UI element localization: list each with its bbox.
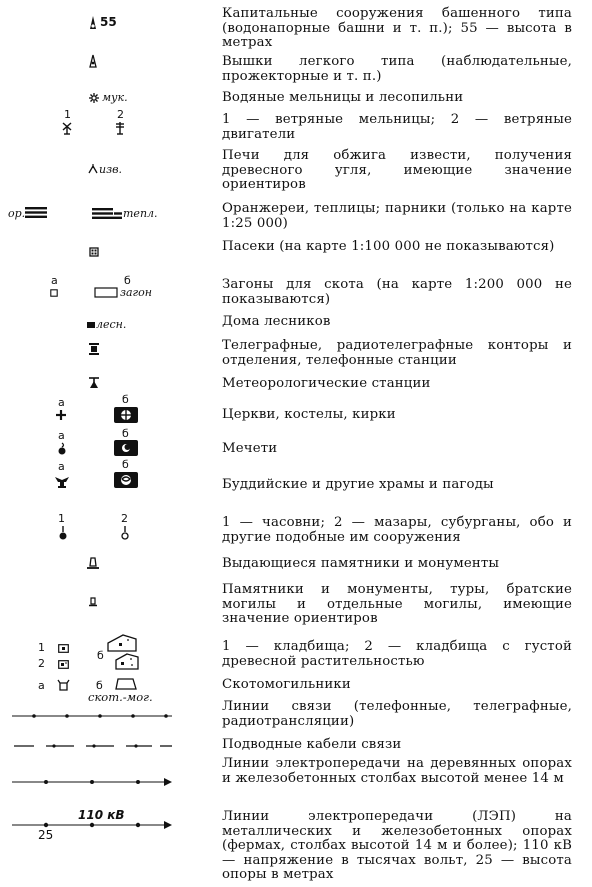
monument-icon: [88, 597, 98, 607]
desc-underwater-cables: Подводные кабели связи: [222, 737, 402, 752]
desc-power-lines-wood: Линии электропередачи на деревянных опорах и железобетонных столбах высотой менее 14 м: [222, 756, 572, 786]
desc-apiaries: Пасеки (на карте 1:100 000 не показываются): [222, 239, 555, 254]
chapel-mark-2: 2: [121, 512, 128, 525]
small-pen-icon: [50, 289, 58, 297]
desc-buddhist-temples: Буддийские и другие храмы и пагоды: [222, 477, 494, 492]
underwater-cable-icon: [14, 742, 172, 750]
pen-mark-a: а: [51, 274, 58, 287]
mosque-mark-a: а: [58, 429, 65, 442]
desc-cattle-burials: Скотомогильники: [222, 677, 351, 692]
desc-telegraph: Телеграфные, радиотелеграфные конторы и отделения, телефонные станции: [222, 338, 572, 368]
desc-forester-houses: Дома лесников: [222, 314, 331, 329]
chapel-mark-1: 1: [58, 512, 65, 525]
weather-station-icon: [88, 376, 100, 389]
greenhouse-label: тепл.: [123, 207, 158, 220]
mosque-mark-b: б: [122, 427, 129, 440]
cemetery-wooded-small-icon: [58, 660, 69, 669]
church-small-icon: [56, 410, 66, 420]
desc-power-lines-metal: Линии электропередачи (ЛЭП) на металлических и железобетонных опорах (фермах, столбах высотой 14 м и более); 110 кВ — напряжение в тысячах вольт, 25 — высота опоры в метрах: [222, 809, 572, 883]
desc-communication-lines: Линии связи (телефонные, телеграфные, радиотрансляции): [222, 699, 572, 729]
church-large-icon: [114, 407, 138, 423]
communication-line-icon: [12, 712, 172, 720]
desc-cemeteries: 1 — кладбища; 2 — кладбища с густой древесной растительностью: [222, 639, 572, 669]
pylon-height-label: 25: [38, 828, 54, 842]
temple-mark-b: б: [122, 458, 129, 471]
cemetery-large-icon: [107, 634, 137, 652]
church-mark-a: а: [58, 396, 65, 409]
desc-kilns: Печи для обжига извести, получения древесного угля, имеющие значение ориентиров: [222, 148, 572, 193]
voltage-label: 110 кВ: [78, 808, 125, 822]
orangery-label: ор.: [8, 207, 26, 220]
power-line-metal-icon: [12, 820, 172, 830]
burial-mark-b: б: [96, 679, 103, 692]
mosque-large-icon: [114, 440, 138, 456]
orangery-icon: [25, 207, 47, 218]
water-mill-icon: [88, 92, 100, 104]
chapel-icon: [58, 526, 68, 540]
desc-greenhouses: Оранжереи, теплицы; парники (только на карте 1:25 000): [222, 201, 572, 231]
windmill-icon: [61, 121, 73, 135]
temple-mark-a: а: [58, 460, 65, 473]
mazar-icon: [120, 526, 130, 540]
wind-engine-icon: [114, 121, 126, 135]
cattle-burial-small-icon: [57, 679, 70, 691]
church-mark-b: б: [122, 393, 129, 406]
large-pen-icon: [94, 287, 118, 298]
cemetery-mark-1: 1: [38, 641, 45, 654]
temple-large-icon: [114, 472, 138, 488]
kiln-label: изв.: [99, 163, 122, 176]
cemetery-mark-b: б: [97, 649, 104, 662]
cattle-burial-label: скот.-мог.: [88, 690, 153, 704]
mosque-small-icon: [57, 443, 67, 455]
water-mill-label: мук.: [102, 91, 128, 104]
desc-light-towers: Вышки легкого типа (наблюдательные, прожекторные и т. п.): [222, 54, 572, 84]
desc-monuments-graves: Памятники и монументы, туры, братские могилы и отдельные могилы, имеющие значение ориентиров: [222, 582, 572, 627]
light-tower-icon: [88, 54, 98, 68]
telegraph-icon: [88, 342, 100, 356]
power-line-wood-icon: [12, 777, 172, 787]
burial-mark-a: а: [38, 679, 45, 692]
desc-windmills: 1 — ветряные мельницы; 2 — ветряные двигатели: [222, 112, 572, 142]
desc-mosques: Мечети: [222, 441, 278, 456]
windmill-mark-2: 2: [117, 108, 124, 121]
desc-churches: Церкви, костелы, кирки: [222, 407, 396, 422]
kiln-icon: [88, 164, 98, 174]
tower-height-label: 55: [100, 15, 117, 29]
pen-label: загон: [120, 286, 152, 299]
tower-icon: [88, 15, 98, 31]
forester-label: лесн.: [96, 318, 127, 331]
desc-weather-stations: Метеорологические станции: [222, 376, 431, 391]
desc-chapels: 1 — часовни; 2 — мазары, субурганы, обо и другие подобные им сооружения: [222, 515, 572, 545]
cemetery-wooded-large-icon: [115, 653, 139, 670]
major-monument-icon: [86, 557, 100, 570]
desc-water-mills: Водяные мельницы и лесопильни: [222, 90, 464, 105]
cemetery-mark-2: 2: [38, 657, 45, 670]
desc-monuments-major: Выдающиеся памятники и монументы: [222, 556, 500, 571]
windmill-mark-1: 1: [64, 108, 71, 121]
desc-cattle-pens: Загоны для скота (на карте 1:200 000 не показываются): [222, 277, 572, 307]
pen-mark-b: б: [124, 274, 131, 287]
apiary-icon: [89, 247, 99, 257]
desc-tower-structures: Капитальные сооружения башенного типа (водонапорные башни и т. п.); 55 — высота в метрах: [222, 6, 572, 51]
cattle-burial-large-icon: [115, 678, 137, 690]
greenhouse-icon: [92, 208, 122, 219]
cemetery-small-icon: [58, 644, 69, 653]
temple-small-icon: [55, 474, 69, 488]
forester-house-icon: [87, 322, 95, 328]
